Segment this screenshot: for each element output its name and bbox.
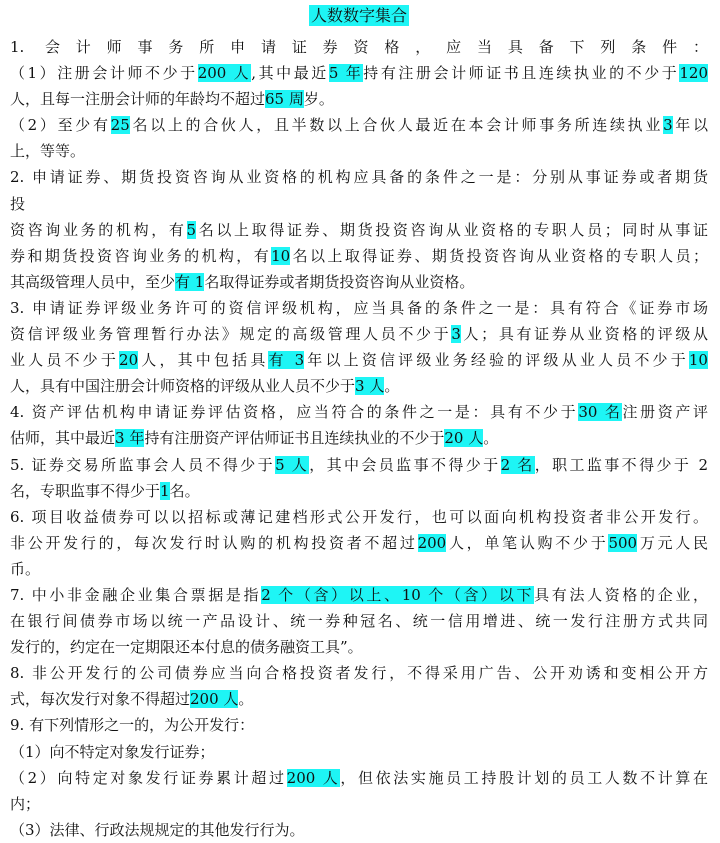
- text-segment: 持有注册会计师证书且连续执业的不少于: [363, 64, 680, 83]
- text-line: [10, 138, 708, 164]
- text-segment: 人，单笔认购不少于: [446, 533, 609, 552]
- text-line: [10, 452, 708, 478]
- text-segment: 人；具有证券从业资格的评级从: [460, 325, 708, 344]
- text-segment: ，职工监事不得少于 2: [534, 455, 708, 474]
- text-segment: （1）注册会计师不少于: [10, 64, 198, 83]
- highlighted-number: 200 人: [197, 64, 252, 83]
- text-segment: 1. 会计师事务所申请证券资格，应当具备下列条件：: [10, 38, 708, 56]
- text-segment: 人，且每一注册会计师的年龄均不超过: [10, 90, 266, 109]
- text-segment: 内；: [10, 794, 41, 813]
- text-segment: 资信评级业务管理暂行办法》规定的高级管理人员不少于: [10, 325, 452, 344]
- text-segment: 其高级管理人员中，至少: [10, 272, 176, 291]
- text-segment: 5. 证券交易所监事会人员不得少于: [10, 455, 276, 474]
- title-text: 人数数字集合: [310, 6, 407, 25]
- text-segment: 具有法人资格的企业，: [534, 585, 708, 604]
- text-segment: 发行的，约定在一定期限还本付息的债务融资工具”。: [10, 638, 363, 657]
- document-title: [10, 6, 708, 32]
- text-line: [10, 399, 708, 425]
- highlighted-number: 3: [663, 116, 673, 135]
- highlighted-number: 有 3: [268, 351, 305, 370]
- text-line: [10, 556, 708, 582]
- text-line: [10, 504, 708, 530]
- highlighted-number: 2 个（含）以上、10 个（含）以下: [261, 585, 535, 604]
- text-segment: （2）至少有: [10, 116, 111, 135]
- text-segment: 8. 非公开发行的公司债券应当向合格投资者发行，不得采用广告、公开劝诱和变相公开方: [10, 664, 708, 683]
- text-segment: 券和期货投资咨询业务的机构，有: [10, 246, 272, 265]
- text-line: [10, 112, 708, 138]
- highlighted-number: 20 人: [444, 429, 484, 448]
- text-line: [10, 765, 708, 791]
- highlighted-number: 200 人: [190, 690, 239, 709]
- text-segment: ,其中最近: [251, 64, 329, 83]
- text-segment: 4. 资产评估机构申请证券评估资格，应当符合的条件之一是：具有不少于: [10, 403, 579, 422]
- text-line: [10, 295, 708, 321]
- text-segment: 人，具有中国注册会计师资格的评级从业人员不少于: [10, 377, 356, 396]
- text-line: [10, 425, 708, 451]
- highlighted-number: 120: [679, 64, 708, 83]
- text-line: [10, 269, 708, 295]
- text-line: [10, 86, 708, 112]
- text-line: [10, 634, 708, 660]
- text-segment: 名。: [169, 481, 200, 500]
- text-line: [10, 712, 708, 738]
- highlighted-number: 500: [608, 533, 638, 552]
- text-segment: 式，每次发行对象不得超过: [10, 690, 191, 709]
- text-segment: 资咨询业务的机构，有: [10, 220, 187, 239]
- text-segment: 。: [384, 377, 400, 396]
- text-segment: 币。: [10, 559, 41, 578]
- highlighted-number: 3 人: [355, 377, 385, 396]
- text-segment: 名以上取得证券、期货投资咨询从业资格的专职人员；同时从事证: [196, 220, 708, 239]
- text-line: [10, 608, 708, 634]
- text-segment: （1）向不特定对象发行证券；: [10, 742, 215, 761]
- text-segment: 投: [10, 194, 26, 213]
- text-line: [10, 791, 708, 817]
- text-segment: 7. 中小非金融企业集合票据是指: [10, 585, 262, 604]
- text-segment: 年以上资信评级业务经验的评级从业人员不少于: [304, 351, 689, 370]
- text-segment: （2）向特定对象发行证券累计超过: [10, 768, 287, 787]
- text-line: [10, 191, 708, 217]
- highlighted-number: 5 人: [275, 455, 310, 474]
- text-segment: 。: [483, 429, 499, 448]
- text-segment: 3. 申请证券评级业务许可的资信评级机构，应当具备的条件之一是：具有符合《证券市场: [10, 298, 708, 317]
- text-segment: ，但依法实施员工持股计划的员工人数不计算在: [340, 768, 708, 787]
- highlighted-number: 20: [119, 351, 139, 370]
- text-segment: 2. 申请证券、期货投资咨询从业资格的机构应具备的条件之一是：分别从事证券或者期货: [10, 168, 708, 187]
- text-line: [10, 60, 708, 86]
- text-line: [10, 686, 708, 712]
- text-line: [10, 478, 708, 504]
- text-segment: 在银行间债券市场以统一产品设计、统一券种冠名、统一信用增进、统一发行注册方式共同: [10, 612, 708, 631]
- text-segment: 年以: [672, 116, 708, 135]
- text-segment: 。: [238, 690, 254, 709]
- text-segment: 注册资产评: [622, 403, 708, 422]
- highlighted-number: 200 人: [286, 768, 341, 787]
- text-line: [10, 660, 708, 686]
- text-segment: 6. 项目收益债券可以以招标或薄记建档形式公开发行，也可以面向机构投资者非公开发行。: [10, 507, 708, 526]
- text-segment: 名取得证券或者期货投资咨询从业资格。: [204, 272, 475, 291]
- text-segment: 名以上取得证券、期货投资咨询从业资格的专职人员；: [290, 246, 708, 265]
- text-segment: （3）法律、行政法规规定的其他发行行为。: [10, 820, 305, 839]
- text-segment: 万元人民: [637, 533, 708, 552]
- text-segment: ，其中会员监事不得少于: [309, 455, 501, 474]
- text-line: [10, 217, 708, 243]
- text-line: [10, 582, 708, 608]
- text-line: [10, 817, 708, 843]
- text-line: [10, 530, 708, 556]
- text-line: [10, 739, 708, 765]
- text-line: [10, 34, 708, 60]
- text-line: [10, 243, 708, 269]
- text-segment: 人，其中包括具: [138, 351, 269, 370]
- highlighted-number: 3: [451, 325, 461, 344]
- text-segment: 名，专职监事不得少于: [10, 481, 161, 500]
- text-segment: 岁。: [303, 90, 334, 109]
- text-line: [10, 321, 708, 347]
- text-segment: 业人员不少于: [10, 351, 120, 370]
- highlighted-number: 25: [110, 116, 130, 135]
- highlighted-number: 200: [417, 533, 447, 552]
- highlighted-number: 2 名: [500, 455, 535, 474]
- highlighted-number: 65 周: [265, 90, 304, 109]
- highlighted-number: 10: [688, 351, 708, 370]
- text-segment: 上，等等。: [10, 142, 86, 161]
- text-segment: 9. 有下列情形之一的，为公开发行：: [10, 716, 255, 735]
- text-line: [10, 347, 708, 373]
- text-line: [10, 164, 708, 190]
- highlighted-number: 1: [160, 481, 170, 500]
- text-segment: 非公开发行的，每次发行时认购的机构投资者不超过: [10, 533, 418, 552]
- highlighted-number: 5: [186, 220, 197, 239]
- text-line: [10, 373, 708, 399]
- text-segment: 持有注册资产评估师证书且连续执业的不少于: [144, 429, 445, 448]
- highlighted-number: 5 年: [328, 64, 364, 83]
- text-segment: 估师，其中最近: [10, 429, 116, 448]
- highlighted-number: 有 1: [175, 272, 205, 291]
- text-segment: 名以上的合伙人，且半数以上合伙人最近在本会计师事务所连续执业: [129, 116, 664, 135]
- highlighted-number: 3 年: [115, 429, 145, 448]
- document-body: [10, 34, 708, 843]
- highlighted-number: 30 名: [578, 403, 623, 422]
- highlighted-number: 10: [271, 246, 291, 265]
